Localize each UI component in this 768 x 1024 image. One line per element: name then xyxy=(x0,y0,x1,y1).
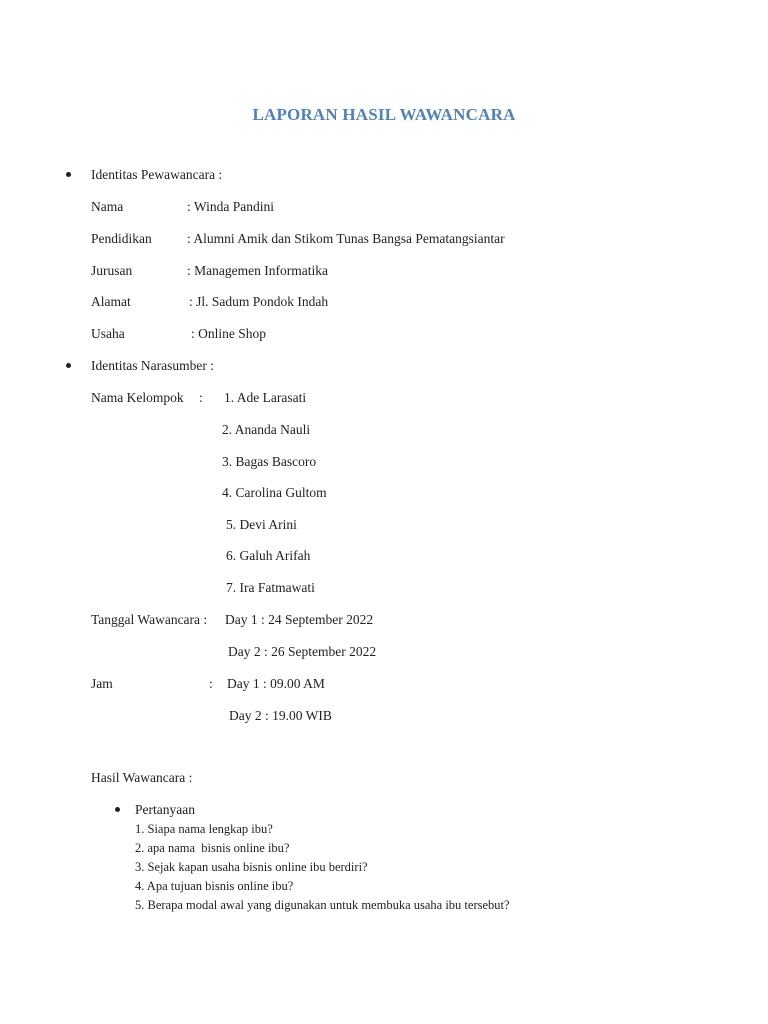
tanggal-day-1: Day 1 : 24 September 2022 xyxy=(225,612,374,627)
member-item: 5. Devi Arini xyxy=(226,517,297,532)
question-item: 2. apa nama bisnis online ibu? xyxy=(135,841,290,855)
question-item: 5. Berapa modal awal yang digunakan untuk membuka usaha ibu tersebut? xyxy=(135,898,510,912)
section-heading-hasil: Hasil Wawancara : xyxy=(91,770,193,785)
row-label-jurusan: Jurusan xyxy=(91,263,133,278)
question-item: 3. Sejak kapan usaha bisnis online ibu berdiri? xyxy=(135,860,368,874)
member-item: 1. Ade Larasati xyxy=(224,390,307,405)
jam-day-2: Day 2 : 19.00 WIB xyxy=(229,708,332,723)
row-value-alamat: : Jl. Sadum Pondok Indah xyxy=(189,294,329,309)
section-heading-pewawancara: Identitas Pewawancara : xyxy=(91,167,223,182)
row-label-pendidikan: Pendidikan xyxy=(91,231,152,246)
member-item: 7. Ira Fatmawati xyxy=(226,580,315,595)
member-item: 2. Ananda Nauli xyxy=(222,422,311,437)
row-label-nama: Nama xyxy=(91,199,124,214)
kelompok-colon: : xyxy=(199,390,203,405)
tanggal-day-2: Day 2 : 26 September 2022 xyxy=(228,644,377,659)
tanggal-label: Tanggal Wawancara : xyxy=(91,612,208,627)
row-label-usaha: Usaha xyxy=(91,326,125,341)
jam-label: Jam xyxy=(91,676,113,691)
section-heading-narasumber: Identitas Narasumber : xyxy=(91,358,214,373)
jam-colon: : xyxy=(209,676,213,691)
member-item: 3. Bagas Bascoro xyxy=(222,454,317,469)
row-value-pendidikan: : Alumni Amik dan Stikom Tunas Bangsa Pematangsiantar xyxy=(187,231,505,246)
document-title: LAPORAN HASIL WAWANCARA xyxy=(252,105,516,124)
row-label-alamat: Alamat xyxy=(91,294,131,309)
question-item: 1. Siapa nama lengkap ibu? xyxy=(135,822,273,836)
pertanyaan-label: Pertanyaan xyxy=(135,802,195,817)
bullet-icon xyxy=(115,807,120,812)
question-item: 4. Apa tujuan bisnis online ibu? xyxy=(135,879,294,893)
row-value-usaha: : Online Shop xyxy=(191,326,267,341)
member-item: 6. Galuh Arifah xyxy=(226,548,311,563)
member-item: 4. Carolina Gultom xyxy=(222,485,327,500)
row-value-jurusan: : Managemen Informatika xyxy=(187,263,328,278)
bullet-icon xyxy=(66,172,71,177)
row-value-nama: : Winda Pandini xyxy=(187,199,274,214)
kelompok-label: Nama Kelompok xyxy=(91,390,184,405)
bullet-icon xyxy=(66,363,71,368)
jam-day-1: Day 1 : 09.00 AM xyxy=(227,676,325,691)
